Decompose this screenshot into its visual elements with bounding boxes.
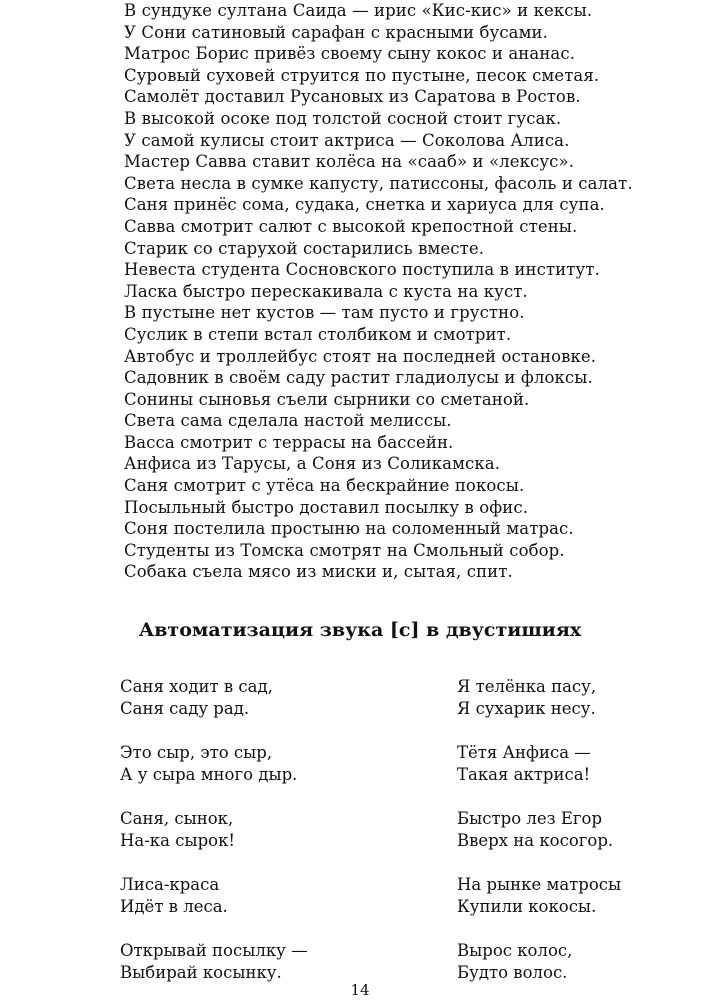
sentence: У самой кулисы стоит актриса — Соколова Алиса. [124, 130, 570, 150]
sentence: Посыльный быстро доставил посылку в офис. [124, 497, 529, 517]
couplet [457, 676, 697, 742]
sentence: Старик со старухой состарились вместе. [124, 238, 485, 258]
couplet-line: Купили кокосы. [457, 896, 597, 916]
sentence: Мастер Савва ставит колёса на «сааб» и «лексус». [124, 152, 575, 172]
sentence: Автобус и троллейбус стоят на последней остановке. [124, 346, 597, 366]
sentence: Собака съела мясо из миски и, сытая, спит. [124, 562, 513, 582]
sentence: Света несла в сумке капусту, патиссоны, фасоль и салат. [124, 173, 633, 193]
sentence-list [124, 0, 684, 583]
couplet [120, 808, 400, 874]
sentence: Саня смотрит с утёса на бескрайние покосы. [124, 476, 525, 496]
couplet-line: Саня ходит в сад, [120, 677, 273, 696]
sentence: Суслик в степи встал столбиком и смотрит. [124, 324, 512, 344]
couplet-line: Вверх на косогор. [457, 830, 614, 850]
couplet-line: Это сыр, это сыр, [120, 743, 273, 762]
sentence: Садовник в своём саду растит гладиолусы и флоксы. [124, 368, 593, 388]
couplet-line: А у сыра много дыр. [120, 764, 298, 784]
sentence: Света сама сделала настой мелиссы. [124, 411, 452, 431]
couplet-line: Саня саду рад. [120, 698, 250, 718]
sentence: Матрос Борис привёз своему сыну кокос и ананас. [124, 44, 576, 64]
couplet [457, 808, 697, 874]
couplet-line: На-ка сырок! [120, 830, 236, 850]
sentence: Суровый суховей струится по пустыне, песок сметая. [124, 65, 600, 85]
couplet-line: Лиса-краса [120, 875, 220, 894]
sentence: Анфиса из Тарусы, а Соня из Соликамска. [124, 454, 501, 474]
sentence: Сонины сыновья съели сырники со сметаной. [124, 389, 530, 409]
couplets-right-column [457, 676, 697, 1006]
couplet-line: Идёт в леса. [120, 896, 228, 916]
couplet-line: Выбирай косынку. [120, 962, 282, 982]
couplet-line: Тётя Анфиса — [457, 743, 591, 762]
sentence: В пустыне нет кустов — там пусто и грустно. [124, 303, 525, 323]
couplet-line: Вырос колос, [457, 941, 573, 960]
couplet-line: На рынке матросы [457, 875, 622, 894]
couplet [120, 742, 400, 808]
section-title: Автоматизация звука [с] в двустишиях [138, 619, 582, 641]
couplet-line: Будто волос. [457, 962, 568, 982]
couplet [457, 742, 697, 808]
sentence: Соня постелила простыню на соломенный матрас. [124, 519, 574, 539]
sentence: У Сони сатиновый сарафан с красными бусами. [124, 22, 548, 42]
page-number: 14 [350, 981, 370, 999]
sentence: Саня принёс сома, судака, снетка и хариуса для супа. [124, 195, 605, 215]
couplet [120, 874, 400, 940]
sentence: В высокой осоке под толстой сосной стоит гусак. [124, 108, 562, 128]
sentence: Самолёт доставил Русановых из Саратова в Ростов. [124, 87, 581, 107]
couplet [120, 676, 400, 742]
couplet-line: Саня, сынок, [120, 809, 234, 828]
couplet-line: Я телёнка пасу, [457, 677, 597, 696]
sentence: Васса смотрит с террасы на бассейн. [124, 432, 454, 452]
couplet-line: Открывай посылку — [120, 941, 308, 960]
sentence: Невеста студента Сосновского поступила в институт. [124, 260, 600, 280]
sentence: В сундуке султана Саида — ирис «Кис-кис» и кексы. [124, 1, 593, 20]
couplet [457, 874, 697, 940]
couplet-line: Такая актриса! [457, 764, 591, 784]
couplet-line: Я сухарик несу. [457, 698, 596, 718]
sentence: Савва смотрит салют с высокой крепостной стены. [124, 216, 578, 236]
couplet-line: Быстро лез Егор [457, 809, 603, 828]
sentence: Ласка быстро перескакивала с куста на куст. [124, 281, 528, 301]
couplets-left-column [120, 676, 400, 1006]
sentence: Студенты из Томска смотрят на Смольный собор. [124, 540, 565, 560]
